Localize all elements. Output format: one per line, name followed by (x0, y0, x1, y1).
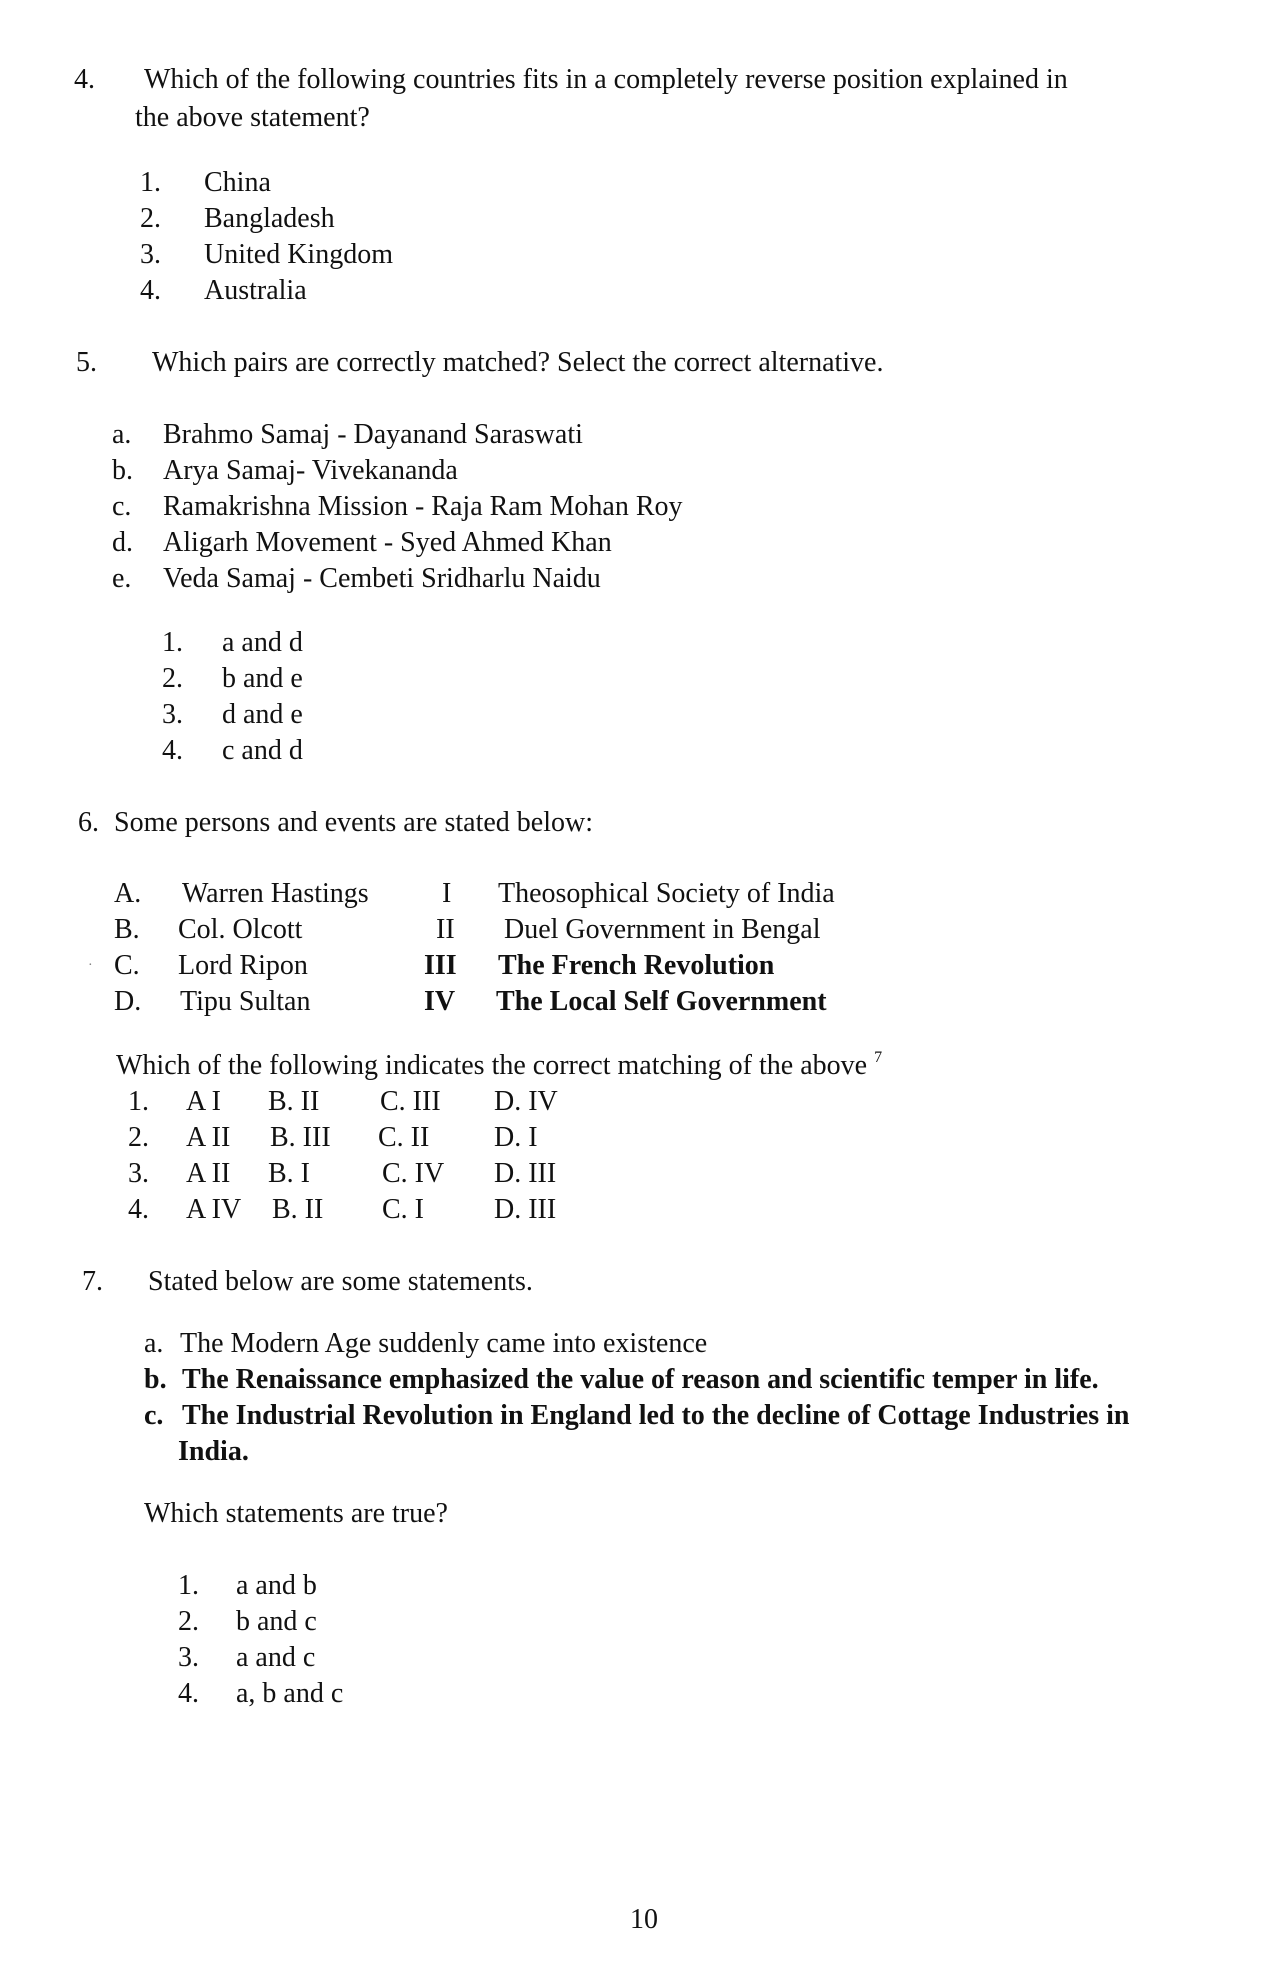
q7-statement-letter: a. (144, 1328, 164, 1359)
q4-option-number: 2. (140, 203, 161, 234)
q4-option-text: Bangladesh (204, 203, 335, 234)
q5-text: Which pairs are correctly matched? Select the correct alternative. (152, 347, 884, 378)
q5-pair-text: Aligarh Movement - Syed Ahmed Khan (163, 527, 612, 558)
q5-pair-letter: e. (112, 563, 132, 594)
q6-question-footnote: 7 (874, 1049, 883, 1066)
q5-option-text: b and e (222, 663, 303, 694)
q5-number: 5. (76, 347, 97, 378)
q5-pair-text: Arya Samaj- Vivekananda (163, 455, 458, 486)
q5-pair-letter: d. (112, 527, 133, 558)
q6-question: Which of the following indicates the correct matching of the above $^7$ (116, 1049, 883, 1081)
q7-statement-letter: c. (144, 1400, 164, 1431)
q7-statement-text: The Modern Age suddenly came into existence (180, 1328, 708, 1359)
q6-row-person: Lord Ripon (178, 950, 308, 981)
q7-option-text: a, b and c (236, 1678, 344, 1709)
q6-row-event: Duel Government in Bengal (504, 914, 821, 945)
q6-option-b: B. II (272, 1194, 324, 1225)
q6-option-number: 1. (128, 1086, 149, 1117)
q5-pair-letter: a. (112, 419, 132, 450)
q4-text-line1: Which of the following countries fits in a completely reverse position explained in (144, 64, 1068, 95)
q6-row-letter: C. (114, 950, 140, 981)
q4-option-number: 4. (140, 275, 161, 306)
q6-option-d: D. I (494, 1122, 538, 1153)
q4-option-number: 1. (140, 167, 161, 198)
q6-option-b: B. III (270, 1122, 331, 1153)
q6-row-letter: D. (114, 986, 142, 1017)
q6-option-number: 4. (128, 1194, 149, 1225)
q7-question: Which statements are true? (144, 1498, 448, 1529)
q6-row-event: The Local Self Government (496, 986, 827, 1017)
q7-option-text: a and c (236, 1642, 316, 1673)
q5-option-text: a and d (222, 627, 303, 658)
q6-row-event: Theosophical Society of India (498, 878, 835, 909)
q5-option-text: d and e (222, 699, 303, 730)
q6-row-letter: B. (114, 914, 140, 945)
q7-text: Stated below are some statements. (148, 1266, 533, 1297)
q6-row-person: Tipu Sultan (180, 986, 311, 1017)
q6-option-a: A II (186, 1122, 231, 1153)
q7-option-text: b and c (236, 1606, 317, 1637)
q5-option-number: 3. (162, 699, 183, 730)
q5-option-number: 2. (162, 663, 183, 694)
q7-number: 7. (82, 1266, 103, 1297)
q6-option-a: A II (186, 1158, 231, 1189)
q6-option-d: D. IV (494, 1086, 558, 1117)
q6-row-person: Col. Olcott (178, 914, 303, 945)
q5-pair-text: Ramakrishna Mission - Raja Ram Mohan Roy (163, 491, 683, 522)
stray-mark: · (88, 958, 93, 973)
q6-row-roman: I (442, 878, 452, 909)
q7-option-number: 4. (178, 1678, 199, 1709)
q6-option-c: C. III (380, 1086, 441, 1117)
q6-option-c: C. IV (382, 1158, 445, 1189)
q5-option-number: 4. (162, 735, 183, 766)
q6-option-c: C. I (382, 1194, 424, 1225)
q6-row-roman: IV (424, 986, 456, 1017)
q5-pair-letter: b. (112, 455, 133, 486)
q5-pair-text: Brahmo Samaj - Dayanand Saraswati (163, 419, 583, 450)
q7-statement-text: The Industrial Revolution in England led to the decline of Cottage Industries in (182, 1400, 1130, 1431)
q4-option-text: Australia (204, 275, 307, 306)
q6-option-b: B. I (268, 1158, 310, 1189)
q7-statement-letter: b. (144, 1364, 167, 1395)
q6-text: Some persons and events are stated below: (114, 807, 593, 838)
q6-number: 6. (78, 807, 99, 838)
q4-option-text: United Kingdom (204, 239, 393, 270)
q6-option-number: 2. (128, 1122, 149, 1153)
q4-number: 4. (74, 64, 95, 95)
q5-option-number: 1. (162, 627, 183, 658)
q7-statement-text-continued: India. (178, 1436, 249, 1467)
q6-option-d: D. III (494, 1194, 557, 1225)
q6-option-c: C. II (378, 1122, 430, 1153)
q7-statement-text: The Renaissance emphasized the value of reason and scientific temper in life. (182, 1364, 1099, 1395)
q7-option-text: a and b (236, 1570, 317, 1601)
q5-pair-letter: c. (112, 491, 132, 522)
q7-option-number: 1. (178, 1570, 199, 1601)
q5-pair-text: Veda Samaj - Cembeti Sridharlu Naidu (163, 563, 601, 594)
q6-option-number: 3. (128, 1158, 149, 1189)
page-number: 10 (630, 1904, 658, 1935)
q6-row-roman: III (424, 950, 457, 981)
q6-option-a: A IV (186, 1194, 242, 1225)
q7-option-number: 2. (178, 1606, 199, 1637)
q6-row-person: Warren Hastings (182, 878, 369, 909)
q6-row-roman: II (436, 914, 455, 945)
q6-option-a: A I (186, 1086, 221, 1117)
q6-row-event: The French Revolution (498, 950, 775, 981)
q4-option-text: China (204, 167, 271, 198)
q4-option-number: 3. (140, 239, 161, 270)
q6-row-letter: A. (114, 878, 142, 909)
q7-option-number: 3. (178, 1642, 199, 1673)
q6-option-d: D. III (494, 1158, 557, 1189)
q4-text-line2: the above statement? (135, 102, 370, 133)
q6-option-b: B. II (268, 1086, 320, 1117)
q5-option-text: c and d (222, 735, 303, 766)
